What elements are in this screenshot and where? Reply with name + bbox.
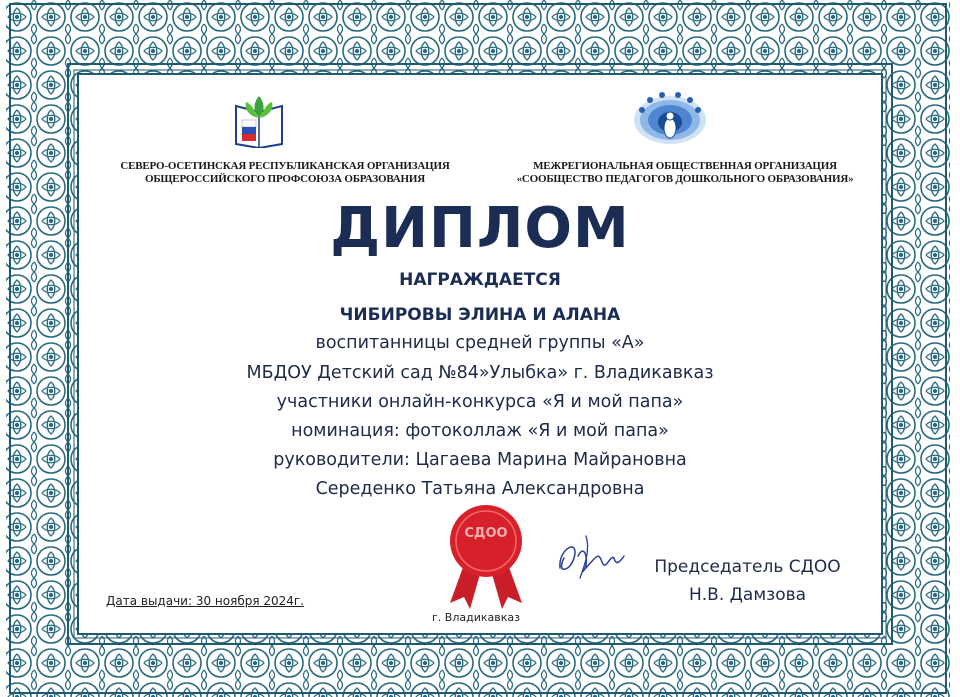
chairman-title: Председатель СДОО [654,557,841,577]
profunion-book-leaf-logo [232,92,286,148]
issue-date: Дата выдачи: 30 ноября 2024г. [106,594,305,608]
seal-text: СДОО [464,526,508,541]
body-line: МБДОУ Детский сад №84»Улыбка» г. Владикавказ [246,363,714,383]
body-line: руководители: Цагаева Марина Майрановна [273,450,687,470]
body-line: участники онлайн-конкурса «Я и мой папа» [276,392,684,412]
body-line: воспитанницы средней группы «А» [315,333,645,353]
right-org-line-1: МЕЖРЕГИОНАЛЬНАЯ ОБЩЕСТВЕННАЯ ОРГАНИЗАЦИЯ [533,160,837,172]
body-line: номинация: фотоколлаж «Я и мой папа» [291,421,669,441]
chairman-block [640,553,855,609]
body-line: Середенко Татьяна Александровна [315,479,645,499]
awarded-label: НАГРАЖДАЕТСЯ [399,270,561,290]
signature [550,528,630,588]
chairman-name: Н.В. Дамзова [688,585,807,605]
left-org-line-1: СЕВЕРО-ОСЕТИНСКАЯ РЕСПУБЛИКАНСКАЯ ОРГАНИЗАЦИЯ [120,160,450,172]
right-org-line-2: «СООБЩЕСТВО ПЕДАГОГОВ ДОШКОЛЬНОГО ОБРАЗОВАНИЯ» [516,173,854,185]
peacock-emblem-logo [630,86,710,146]
left-org-line-2: ОБЩЕРОССИЙСКОГО ПРОФСОЮЗА ОБРАЗОВАНИЯ [145,173,425,185]
right-organization-name [490,160,880,186]
seal-stamp [436,503,536,611]
left-organization-name [100,160,470,186]
issue-city: г. Владикавказ [432,611,520,624]
diploma-title: ДИПЛОМ [330,196,630,261]
recipients-name: ЧИБИРОВЫ ЭЛИНА И АЛАНА [339,305,621,325]
